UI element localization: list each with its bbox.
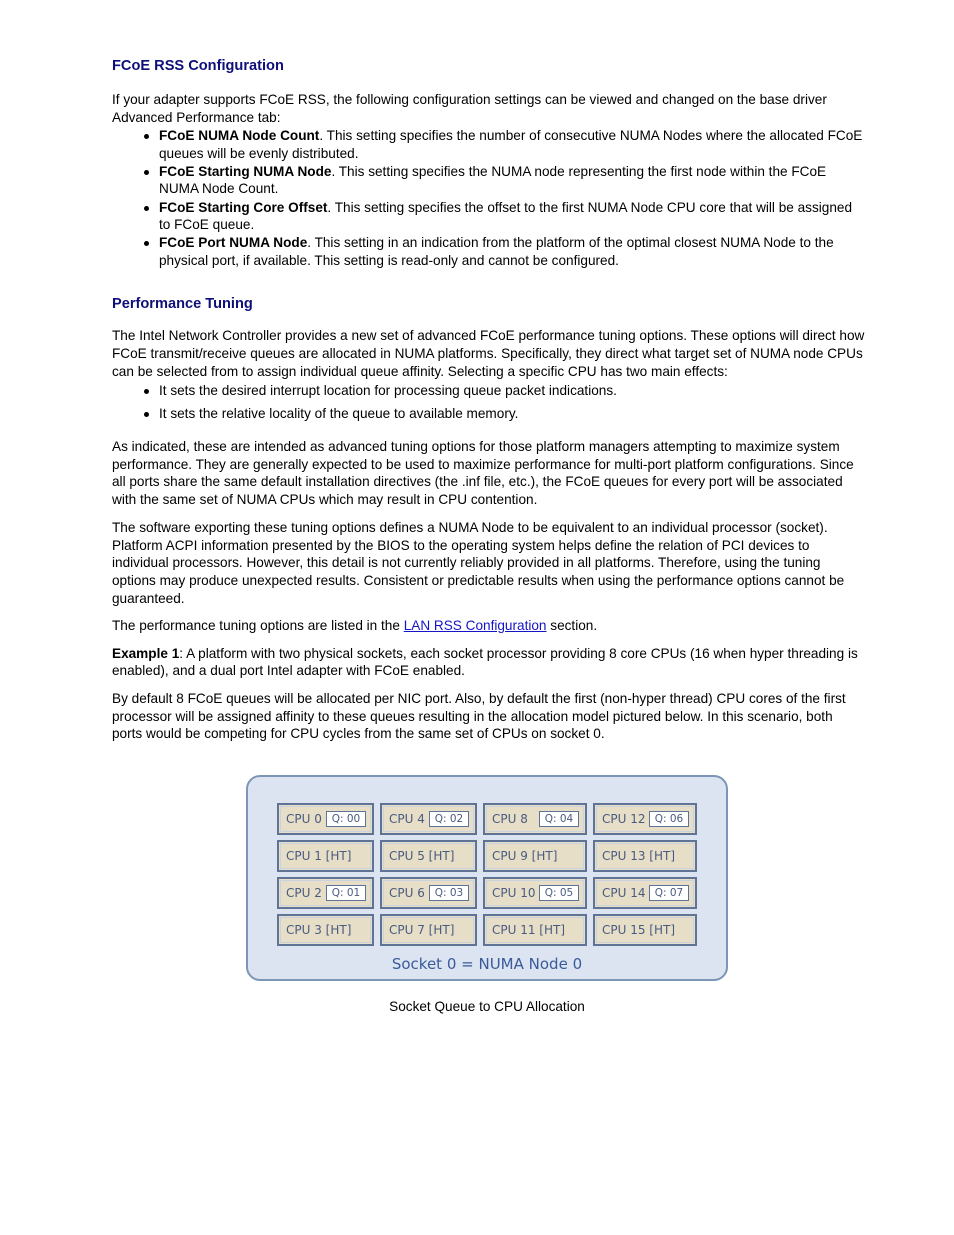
cpu-cell [483, 803, 587, 835]
list-item: FCoE Starting Core Offset. This setting specifies the offset to the first NUMA Node CPU core that will be assigned to FCoE queue. [159, 199, 866, 234]
cpu-cell [483, 877, 587, 909]
cpu-label: CPU 11 [HT] [492, 923, 566, 937]
socket-allocation-figure [246, 775, 728, 981]
document-body [112, 55, 866, 743]
lan-rss-configuration-link[interactable]: LAN RSS Configuration [403, 618, 547, 634]
cpu-label: CPU 3 [HT] [286, 923, 352, 937]
cpu-label: CPU 15 [HT] [602, 923, 676, 937]
list-item: FCoE NUMA Node Count. This setting specifies the number of consecutive NUMA Nodes where the allocated FCoE queues will be evenly distributed. [159, 127, 866, 162]
cpu-cell [483, 840, 587, 872]
cpu-label: CPU 2 [286, 886, 322, 900]
cpu-cell [380, 914, 477, 946]
cpu-cell [593, 877, 697, 909]
list-item: FCoE Starting NUMA Node. This setting specifies the NUMA node representing the first node within the FCoE NUMA Node Count. [159, 163, 866, 198]
cpu-grid [277, 803, 697, 946]
list-item: It sets the desired interrupt location for processing queue packet indications. [159, 382, 866, 400]
cpu-label: CPU 0 [286, 812, 322, 826]
fcoe-rss-intro: If your adapter supports FCoE RSS, the following configuration settings can be viewed and changed on the base driver Advanced Performance tab: [112, 92, 827, 125]
paragraph: As indicated, these are intended as advanced tuning options for those platform managers attempting to maximize system performance. They are generally expected to be used to maximize performance for multi-port platform configurations. Since all ports share the same default installation directives (the .inf file, etc.), the FCoE queues for every port will be associated with the same set of NUMA CPUs which may result in CPU contention. [112, 438, 854, 507]
cpu-cell [593, 840, 697, 872]
cpu-label: CPU 9 [HT] [492, 849, 558, 863]
cpu-cell [277, 877, 374, 909]
cpu-cell [380, 877, 477, 909]
queue-badge: Q: 03 [429, 885, 469, 901]
queue-badge: Q: 00 [326, 811, 366, 827]
list-item: It sets the relative locality of the queue to available memory. [159, 405, 866, 423]
cpu-cell [277, 914, 374, 946]
cpu-cell [593, 803, 697, 835]
paragraph: Example 1: A platform with two physical sockets, each socket processor providing 8 core CPUs (16 when hyper threading is enabled), and a dual port Intel adapter with FCoE enabled. [112, 645, 858, 679]
socket-label: Socket 0 = NUMA Node 0 [391, 955, 583, 973]
paragraph: The software exporting these tuning options defines a NUMA Node to be equivalent to an individual processor (socket). Platform ACPI information presented by the BIOS to the operating system helps define the relation of PCI devices to individual processors. However, this detail is not currently reliably provided in all platforms. Therefore, using the tuning options may produce unexpected results. Consistent or predictable results when using the performance options cannot be guaranteed. [112, 520, 845, 606]
cpu-label: CPU 4 [389, 812, 425, 826]
effects-list [112, 382, 866, 423]
fcoe-rss-heading: FCoE RSS Configuration [112, 58, 284, 74]
queue-badge: Q: 01 [326, 885, 366, 901]
queue-badge: Q: 06 [649, 811, 689, 827]
cpu-label: CPU 7 [HT] [389, 923, 455, 937]
performance-intro: The Intel Network Controller provides a new set of advanced FCoE performance tuning options. These options will direct how FCoE transmit/receive queues are allocated in NUMA platforms. Specifically, they direct what target set of NUMA node CPUs can be selected from to assign individual queue affinity. Selecting a specific CPU has two main effects: [112, 328, 865, 379]
figure-caption: Socket Queue to CPU Allocation [389, 999, 585, 1014]
cpu-label: CPU 8 [492, 812, 528, 826]
cpu-label: CPU 13 [HT] [602, 849, 676, 863]
cpu-label: CPU 6 [389, 886, 425, 900]
cpu-cell [593, 914, 697, 946]
fcoe-settings-list [112, 127, 866, 269]
queue-badge: Q: 07 [649, 885, 689, 901]
cpu-cell [277, 803, 374, 835]
paragraph: By default 8 FCoE queues will be allocated per NIC port. Also, by default the first (non-hyper thread) CPU cores of the first processor will be assigned affinity to these queues resulting in the allocation model pictured below. In this scenario, both ports would be competing for CPU cycles from the same set of CPUs on socket 0. [112, 691, 846, 742]
cpu-label: CPU 10 [492, 886, 536, 900]
queue-badge: Q: 04 [539, 811, 579, 827]
cpu-label: CPU 5 [HT] [389, 849, 455, 863]
cpu-label: CPU 1 [HT] [286, 849, 352, 863]
list-item: FCoE Port NUMA Node. This setting in an indication from the platform of the optimal closest NUMA Node to the physical port, if available. This setting is read-only and cannot be configured. [159, 234, 866, 269]
paragraph: The performance tuning options are listed in the LAN RSS Configuration section. [112, 618, 598, 634]
cpu-cell [483, 914, 587, 946]
queue-badge: Q: 05 [539, 885, 579, 901]
queue-badge: Q: 02 [429, 811, 469, 827]
cpu-label: CPU 12 [602, 812, 646, 826]
cpu-cell [380, 803, 477, 835]
cpu-cell [380, 840, 477, 872]
cpu-label: CPU 14 [602, 886, 646, 900]
cpu-cell [277, 840, 374, 872]
performance-tuning-heading: Performance Tuning [112, 296, 253, 313]
